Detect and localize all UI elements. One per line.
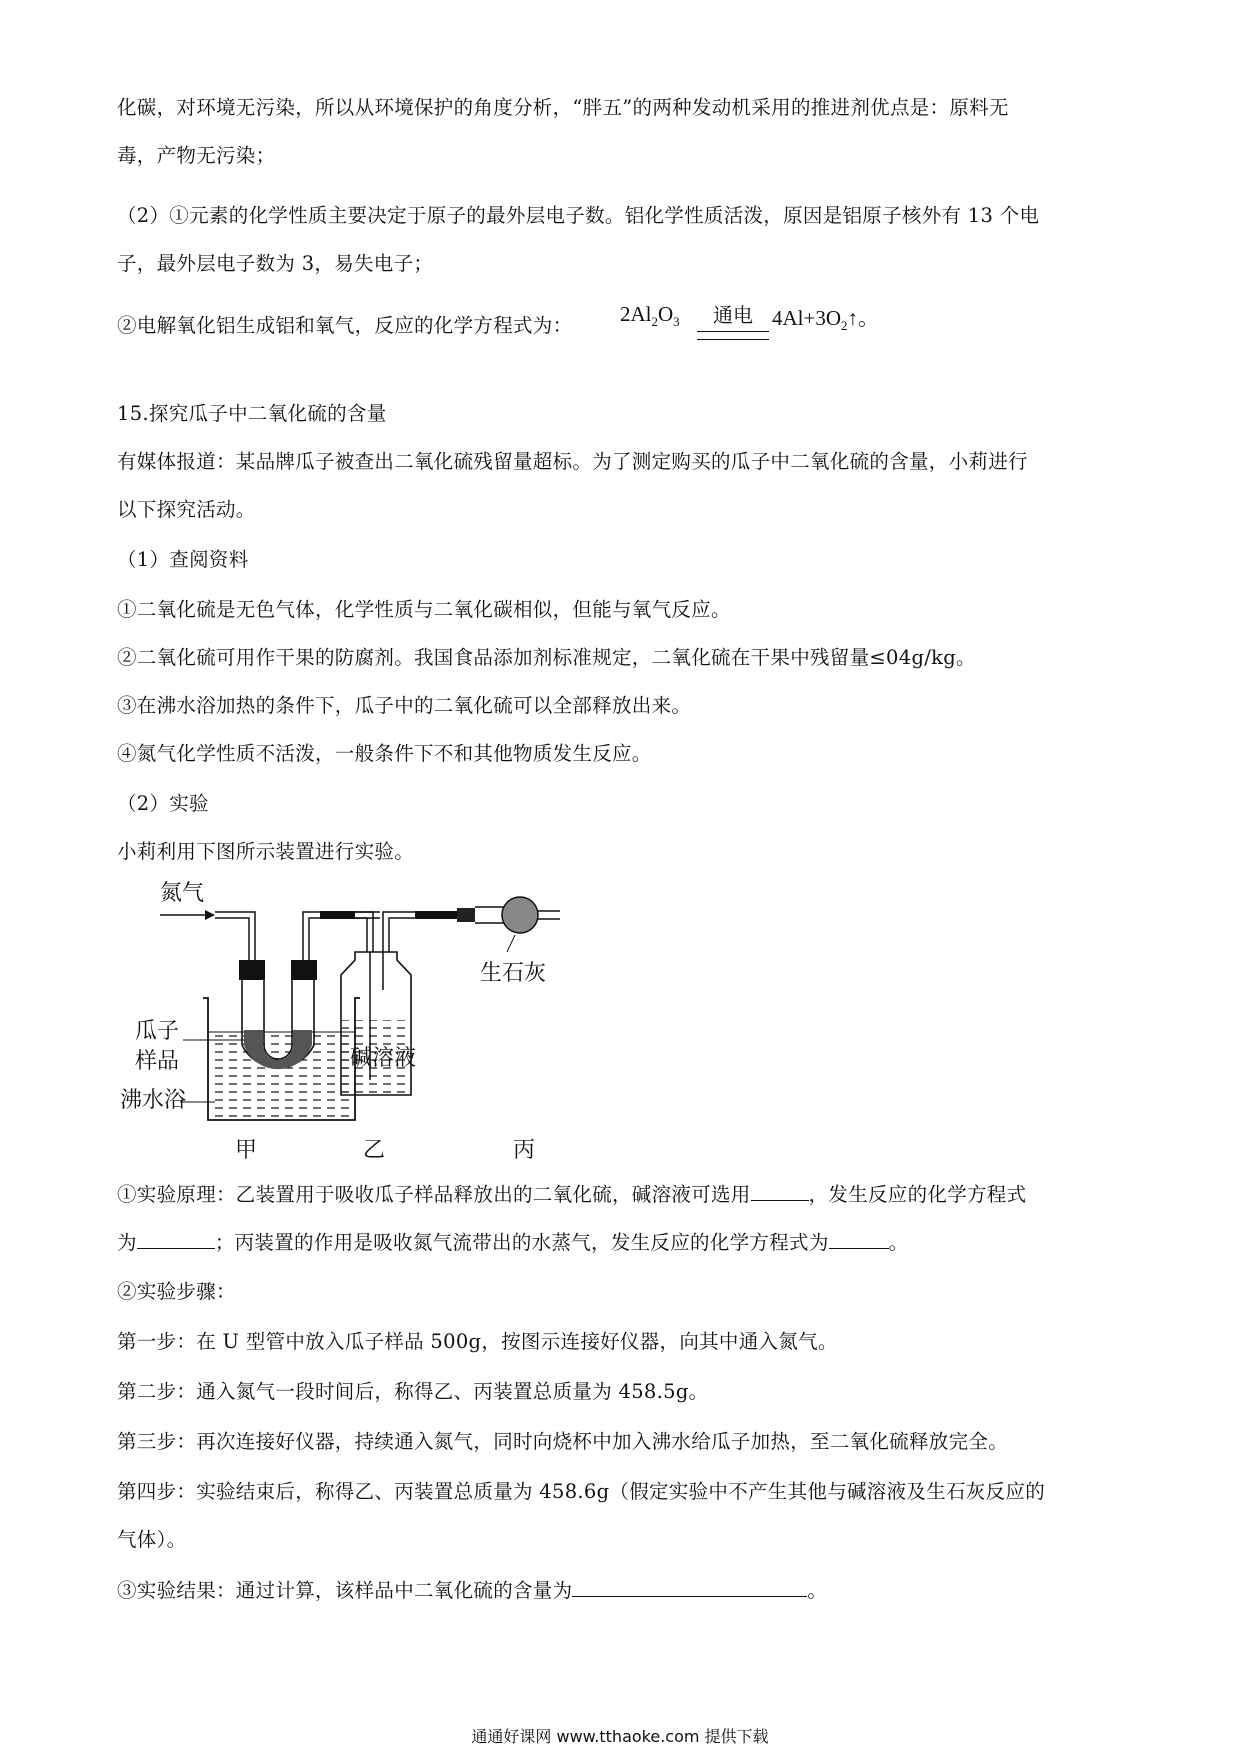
answer-blank[interactable] [572,1576,807,1597]
text-line: （2）实验 [117,792,209,815]
label-nitrogen: 氮气 [160,881,205,906]
equation-double-line [697,331,769,340]
drying-tube-plug [457,908,475,922]
text-line: ②实验步骤： [117,1280,236,1303]
text-line: 化碳，对环境无污染，所以从环境保护的角度分析，“胖五”的两种发动机采用的推进剂优点是：原料无 [117,96,1009,119]
text-line: 以下探究活动。 [117,498,256,521]
equation-lhs: $2Al_2O_3$ [620,302,680,330]
quicklime-bulb [502,897,538,933]
text-line: ④氮气化学性质不活泼，一般条件下不和其他物质发生反应。 [117,742,652,765]
answer-blank[interactable] [751,1180,809,1201]
label-seed-1: 瓜子 [135,1019,180,1044]
text-line: ①二氧化硫是无色气体，化学性质与二氧化碳相似，但能与氧气反应。 [117,598,731,621]
text-line: 第三步：再次连接好仪器，持续通入氮气，同时向烧杯中加入沸水给瓜子加热，至二氧化硫释放完全。 [117,1430,1009,1453]
outlet-tube [383,912,415,952]
equation-condition: 通电 [713,303,753,327]
label-bing: 丙 [513,1138,536,1160]
text-line: 毒，产物无污染； [117,144,276,167]
answer-blank[interactable] [829,1228,889,1249]
stopper-right [291,960,317,980]
equation-rhs: $4Al+3O_2↑$。 [772,306,880,334]
text-line: 气体）。 [117,1528,187,1551]
label-seed-2: 样品 [135,1049,180,1074]
rubber-connector [320,911,355,919]
text-line: 小莉利用下图所示装置进行实验。 [117,840,415,863]
text-line: （2）①元素的化学性质主要决定于原子的最外层电子数。铝化学性质活泼，原因是铝原子核外有 13 个电 [117,204,1040,227]
nitrogen-arrow [160,910,215,920]
label-yi: 乙 [363,1138,386,1160]
answer-blank[interactable] [137,1228,215,1249]
label-quicklime: 生石灰 [480,961,547,986]
text-line: 第二步：通入氮气一段时间后，称得乙、丙装置总质量为 458.5g。 [117,1380,709,1403]
text-line: ②二氧化硫可用作干果的防腐剂。我国食品添加剂标准规定，二氧化硫在干果中残留量≤04g/kg。 [117,646,976,669]
text-line: （1）查阅资料 [117,548,249,571]
boiling-water [209,1032,354,1119]
apparatus-diagram [115,880,635,1160]
text-line: 子，最外层电子数为 3，易失电子； [117,252,434,275]
text-line: 第四步：实验结束后，称得乙、丙装置总质量为 458.6g（假定实验中不产生其他与碱溶液及生石灰反应的 [117,1480,1046,1503]
label-boiling-bath: 沸水浴 [120,1088,187,1113]
stopper-left [239,960,265,980]
rubber-connector-2 [415,911,457,919]
text-line: ②电解氧化铝生成铝和氧气，反应的化学方程式为： [117,314,573,337]
inlet-tube [215,912,255,960]
page-footer: 通通好课网 www.tthaoke.com 提供下载 [471,1727,769,1746]
text-line: ③在沸水浴加热的条件下，瓜子中的二氧化硫可以全部释放出来。 [117,694,692,717]
principle-line-1: ①实验原理：乙装置用于吸收瓜子样品释放出的二氧化硫，碱溶液可选用 ，发生反应的化学方程式 [117,1180,1026,1209]
principle-line-2: 为 ；丙装置的作用是吸收氮气流带出的水蒸气，发生反应的化学方程式为 。 [117,1228,908,1257]
result-line: ③实验结果：通过计算，该样品中二氧化硫的含量为 。 [117,1576,827,1605]
text-line: 第一步：在 U 型管中放入瓜子样品 500g，按图示连接好仪器，向其中通入氮气。 [117,1330,838,1353]
text-line: 有媒体报道：某品牌瓜子被查出二氧化硫残留量超标。为了测定购买的瓜子中二氧化硫的含量，小莉进行 [117,450,1028,473]
label-alkali-solution: 碱溶液 [350,1046,417,1071]
label-jia: 甲 [235,1138,258,1160]
question-title: 15.探究瓜子中二氧化硫的含量 [117,402,387,425]
